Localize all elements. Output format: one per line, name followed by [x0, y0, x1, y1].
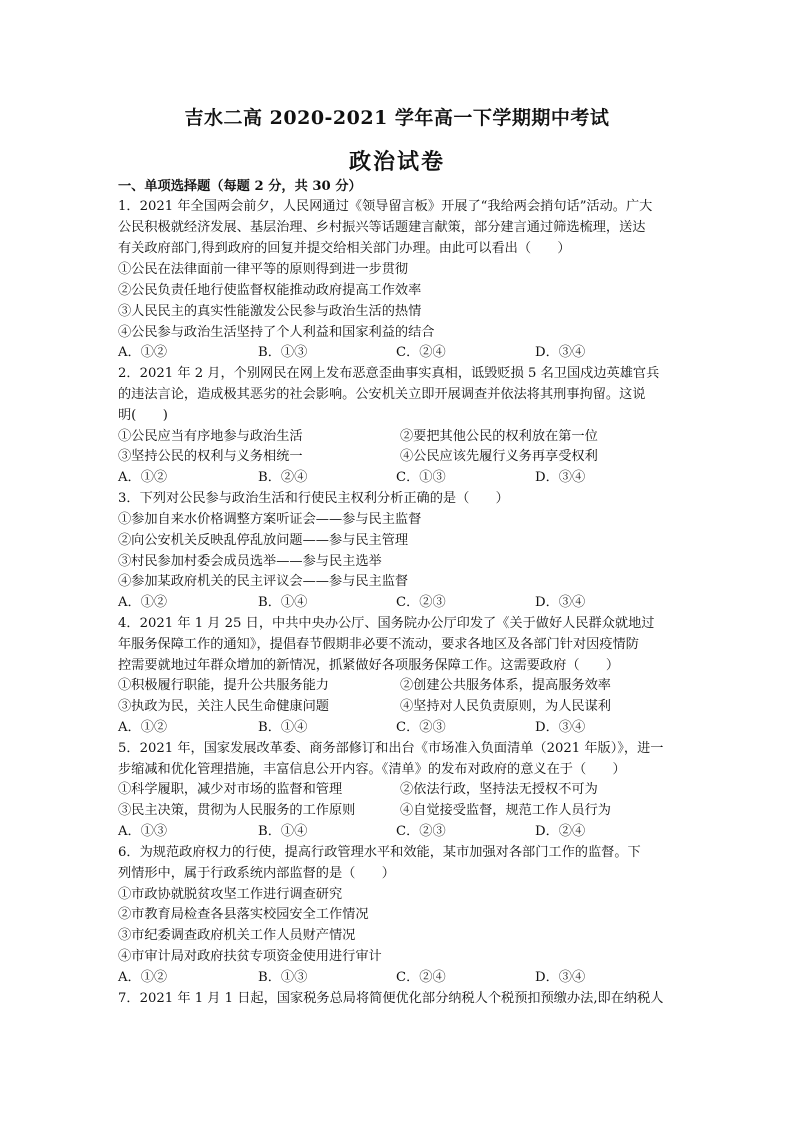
answer-choice-d: D．③④: [535, 970, 586, 985]
answer-choice-d: D．③④: [535, 345, 586, 360]
q5-option-row: [118, 801, 678, 821]
answer-choice-c: C．①③: [396, 470, 446, 485]
answer-choice-b: B．②④: [258, 470, 308, 485]
q3-option: ①参加自来水价格调整方案听证会——参与民主监督: [118, 512, 422, 527]
answer-choice-c: C．②③: [396, 595, 446, 610]
q3-option: ③村民参加村委会成员选举——参与民主选举: [118, 554, 382, 569]
q2-option: ②要把其他公民的权利放在第一位: [400, 429, 598, 444]
q6-option: ①市政协就脱贫攻坚工作进行调查研究: [118, 887, 343, 902]
q3-option: ②向公安机关反映乱停乱放问题——参与民主管理: [118, 533, 409, 548]
q1-stem-line: 有关政府部门,得到政府的回复并提交给相关部门办理。由此可以看出（ ）: [118, 241, 571, 256]
q4-answer-row: [118, 718, 678, 738]
q6-stem-line: 6．为规范政府权力的行使，提高行政管理水平和效能，某市加强对各部门工作的监督。下: [118, 845, 641, 860]
q3-option: ④参加某政府机关的民主评议会——参与民主监督: [118, 574, 409, 589]
q5-option-row: [118, 780, 678, 800]
q5-stem-line: 步缩减和优化管理措施，丰富信息公开内容。《清单》的发布对政府的意义在于（ ）: [118, 762, 626, 777]
q4-option: ④坚持对人民负责原则，为人民谋利: [400, 699, 611, 714]
q5-stem-line: 5．2021 年，国家发展改革委、商务部修订和出台《市场准入负面清单（2021 年版）》，进一: [118, 741, 664, 756]
q6-option: ④市审计局对政府扶贫专项资金使用进行审计: [118, 949, 382, 964]
q2-option: ④公民应该先履行义务再享受权利: [400, 449, 598, 464]
q3-answer-row: [118, 593, 678, 613]
answer-choice-b: B．①④: [258, 720, 308, 735]
q5-option: ③民主决策，贯彻为人民服务的工作原则: [118, 803, 356, 818]
answer-choice-a: A．①②: [118, 470, 168, 485]
answer-choice-d: D．②④: [535, 824, 586, 839]
answer-choice-b: B．①③: [258, 970, 308, 985]
answer-choice-a: A．①②: [118, 970, 168, 985]
q4-stem-line: 4．2021 年 1 月 25 日，中共中央办公厅、国务院办公厅印发了《关于做好人民群众就地过: [118, 616, 655, 631]
q2-option: ①公民应当有序地参与政治生活: [118, 429, 303, 444]
q2-stem-line: 的违法言论，造成极其恶劣的社会影响。公安机关立即开展调查并依法将其刑事拘留。这说: [118, 387, 646, 402]
answer-choice-c: C．②③: [396, 720, 446, 735]
q4-option: ②创建公共服务体系，提高服务效率: [400, 678, 611, 693]
q6-answer-row: [118, 968, 678, 988]
answer-choice-d: D．③④: [535, 470, 586, 485]
q6-option: ③市纪委调查政府机关工作人员财产情况: [118, 928, 356, 943]
answer-choice-b: B．①④: [258, 824, 308, 839]
q6-option: ②市教育局检查各县落实校园安全工作情况: [118, 907, 369, 922]
q2-option-row: [118, 447, 678, 467]
q5-option: ①科学履职，减少对市场的监督和管理: [118, 782, 343, 797]
q2-answer-row: [118, 468, 678, 488]
answer-choice-c: C．②④: [396, 345, 446, 360]
answer-choice-b: B．①④: [258, 595, 308, 610]
q2-option-row: [118, 427, 678, 447]
exam-title: 吉水二高 2020-2021 学年高一下学期期中考试: [184, 107, 610, 129]
q4-option-row: [118, 697, 678, 717]
answer-choice-d: D．③④: [535, 720, 586, 735]
q1-stem-line: 公民积极就经济发展、基层治理、乡村振兴等话题建言献策，部分建言通过筛选梳理，送达: [118, 220, 646, 235]
answer-choice-a: A．①②: [118, 720, 168, 735]
q1-stem-line: 1．2021 年全国两会前夕，人民网通过《领导留言板》开展了“我给两会捎句话”活动。广大: [118, 199, 653, 214]
q1-answer-row: [118, 343, 678, 363]
answer-choice-c: C．②③: [396, 824, 446, 839]
q3-stem-line: 3．下列对公民参与政治生活和行使民主权利分析正确的是（ ）: [118, 491, 509, 506]
q4-stem-line: 年服务保障工作的通知》，提倡春节假期非必要不流动，要求各地区及各部门针对因疫情防: [118, 637, 639, 652]
q2-stem-line: 明( ): [118, 408, 168, 423]
q6-stem-line: 列情形中，属于行政系统内部监督的是（ ）: [118, 866, 395, 881]
q4-option-row: [118, 676, 678, 696]
q7-stem-line: 7．2021 年 1 月 1 日起，国家税务总局将简便优化部分纳税人个税预扣预缴办法,即在纳税人: [118, 991, 664, 1006]
q5-answer-row: [118, 822, 678, 842]
answer-choice-a: A．①②: [118, 595, 168, 610]
q5-option: ④自觉接受监督，规范工作人员行为: [400, 803, 611, 818]
q4-stem-line: 控需要就地过年群众增加的新情况，抓紧做好各项服务保障工作。这需要政府（ ）: [118, 658, 620, 673]
answer-choice-b: B．①③: [258, 345, 308, 360]
answer-choice-c: C．②④: [396, 970, 446, 985]
q2-option: ③坚持公民的权利与义务相统一: [118, 449, 303, 464]
answer-choice-a: A．①②: [118, 345, 168, 360]
q1-option: ①公民在法律面前一律平等的原则得到进一步贯彻: [118, 262, 409, 277]
q2-stem-line: 2．2021 年 2 月，个别网民在网上发布恶意歪曲事实真相，诋毁贬损 5 名卫国戍边英雄官兵: [118, 366, 660, 381]
answer-choice-d: D．③④: [535, 595, 586, 610]
q4-option: ①积极履行职能，提升公共服务能力: [118, 678, 329, 693]
answer-choice-a: A．①③: [118, 824, 168, 839]
exam-subtitle: 政治试卷: [348, 149, 445, 175]
section-heading: 一、单项选择题（每题 2 分，共 30 分）: [118, 179, 362, 194]
q1-option: ③人民民主的真实性能激发公民参与政治生活的热情: [118, 304, 422, 319]
q5-option: ②依法行政，坚持法无授权不可为: [400, 782, 598, 797]
q1-option: ④公民参与政治生活坚持了个人利益和国家利益的结合: [118, 325, 435, 340]
q1-option: ②公民负责任地行使监督权能推动政府提高工作效率: [118, 283, 422, 298]
q4-option: ③执政为民，关注人民生命健康问题: [118, 699, 329, 714]
